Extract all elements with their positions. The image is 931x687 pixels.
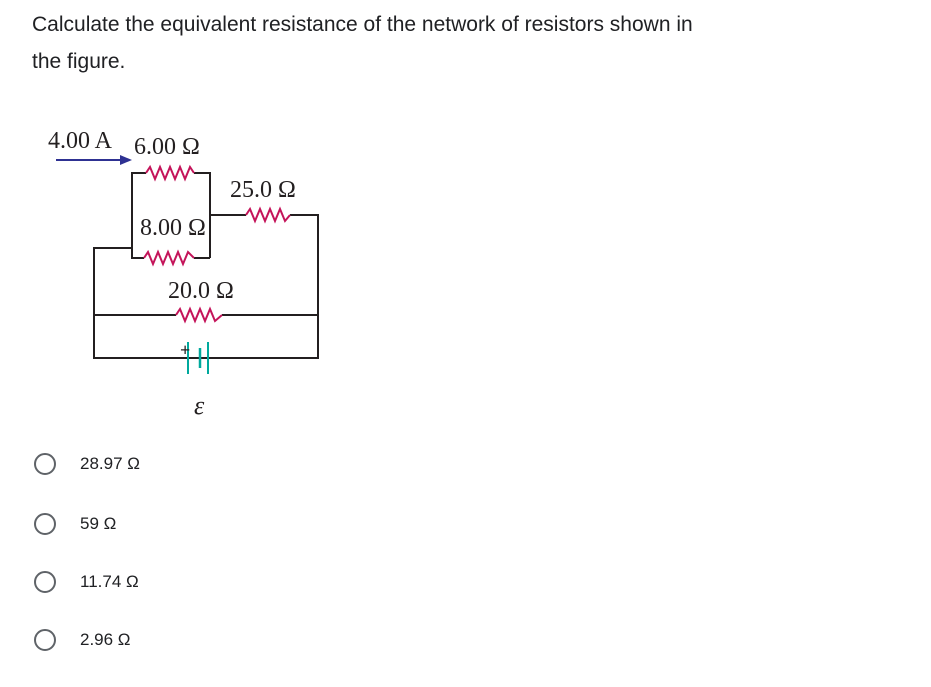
question-line-1: Calculate the equivalent resistance of the network of resistors shown in [32,13,693,36]
radio-button-icon[interactable] [34,571,56,593]
resistor-20-ohm [176,309,222,321]
battery-plus-label: + [180,340,191,360]
question-text [32,6,892,80]
resistor-8-ohm [144,252,194,264]
answer-option-label: 2.96 Ω [80,630,131,649]
resistor-6-ohm [146,167,194,179]
radio-button-icon[interactable] [34,629,56,651]
resistor-8-ohm-label: 8.00 Ω [140,215,206,241]
answer-option-2[interactable] [34,506,334,542]
radio-button-icon[interactable] [34,453,56,475]
answer-option-4[interactable] [34,622,334,658]
resistor-20-ohm-label: 20.0 Ω [168,278,234,304]
resistor-25-ohm-label: 25.0 Ω [230,177,296,203]
answer-option-label: 11.74 Ω [80,572,139,591]
circuit-diagram [30,110,360,430]
resistor-25-ohm [246,209,290,221]
current-label: 4.00 A [48,128,113,154]
emf-label: ε [194,391,205,420]
answer-option-label: 59 Ω [80,514,117,533]
answer-option-3[interactable] [34,564,334,600]
answer-option-label: 28.97 Ω [80,454,140,473]
resistor-6-ohm-label: 6.00 Ω [134,134,200,160]
current-arrow [56,155,132,165]
circuit-figure [30,110,360,430]
radio-button-icon[interactable] [34,513,56,535]
answer-option-1[interactable] [34,446,334,482]
question-line-2: the figure. [32,50,126,73]
